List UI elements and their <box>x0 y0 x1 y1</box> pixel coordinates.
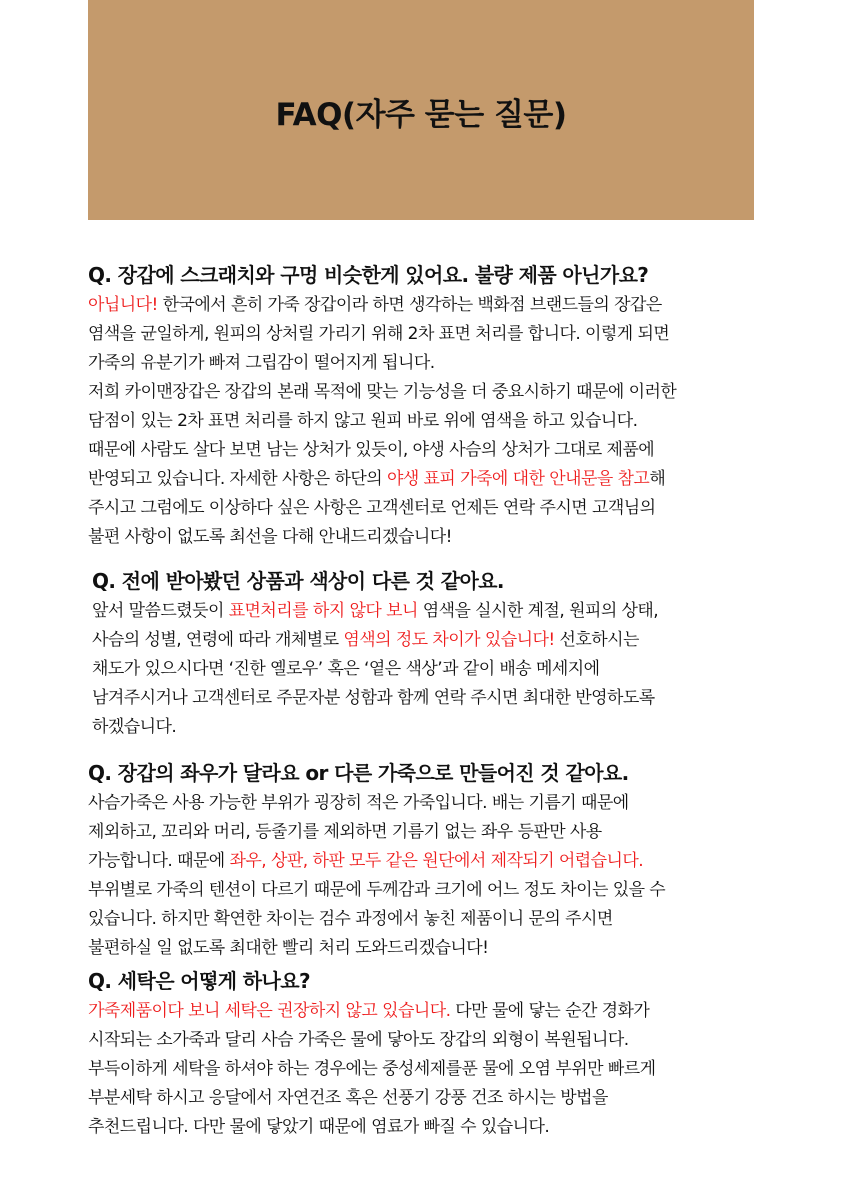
answer-text: 염색을 균일하게, 원피의 상처릴 가리기 위해 2차 표면 처리를 합니다. 이렇게 되면 <box>88 324 670 344</box>
answer-line <box>88 818 768 847</box>
answer-text: 가죽의 유분기가 빠져 그립감이 떨어지게 됩니다. <box>88 353 435 373</box>
answer-text: 가능합니다. 때문에 <box>88 851 230 871</box>
answer-line <box>88 407 768 436</box>
highlighted-text: 표면처리를 하지 않다 보니 <box>228 601 418 621</box>
answer-text: 염색을 실시한 계절, 원피의 상태, <box>417 601 659 621</box>
answer-text: 때문에 사람도 살다 보면 남는 상처가 있듯이, 야생 사슴의 상처가 그대로 제품에 <box>88 440 655 460</box>
answer-line <box>88 1113 768 1142</box>
answer-text: 불편 사항이 없도록 최선을 다해 안내드리겠습니다! <box>88 527 452 547</box>
faq-item <box>92 566 772 742</box>
answer-text: 남겨주시거나 고객센터로 주문자분 성함과 함께 연락 주시면 최대한 반영하도록 <box>92 688 655 708</box>
faq-item <box>88 260 768 552</box>
answer-text: 주시고 그럼에도 이상하다 싶은 사항은 고객센터로 언제든 연락 주시면 고객님의 <box>88 498 656 518</box>
faq-item <box>88 966 768 1142</box>
faq-question: Q. 장갑의 좌우가 달라요 or 다른 가죽으로 만들어진 것 같아요. <box>88 761 629 785</box>
highlighted-text: 아닙니다! <box>88 295 158 315</box>
faq-answer <box>88 789 768 963</box>
answer-line <box>88 494 768 523</box>
answer-text: 부분세탁 하시고 응달에서 자연건조 혹은 선풍기 강풍 건조 하시는 방법을 <box>88 1088 608 1108</box>
answer-line <box>88 1055 768 1084</box>
answer-line <box>88 789 768 818</box>
highlighted-text: 가죽제품이다 보니 세탁은 권장하지 않고 있습니다. <box>88 1001 451 1021</box>
page-title: FAQ(자주 묻는 질문) <box>275 96 567 133</box>
answer-line <box>88 436 768 465</box>
answer-line <box>92 626 772 655</box>
answer-line <box>88 847 768 876</box>
faq-answer <box>88 291 768 552</box>
answer-text: 해 <box>649 469 666 489</box>
answer-line <box>88 997 768 1026</box>
faq-question: Q. 세탁은 어떻게 하나요? <box>88 969 310 993</box>
answer-text: 담점이 있는 2차 표면 처리를 하지 않고 원피 바로 위에 염색을 하고 있습니다. <box>88 411 638 431</box>
answer-text: 앞서 말씀드렸듯이 <box>92 601 229 621</box>
answer-line <box>88 523 768 552</box>
faq-question: Q. 전에 받아봤던 상품과 색상이 다른 것 같아요. <box>92 569 504 593</box>
answer-line <box>92 713 772 742</box>
answer-line <box>88 465 768 494</box>
highlighted-text: 좌우, 상판, 하판 모두 같은 원단에서 제작되기 어렵습니다. <box>229 851 644 871</box>
highlighted-text: 염색의 정도 차이가 있습니다! <box>343 630 555 650</box>
answer-text: 반영되고 있습니다. 자세한 사항은 하단의 <box>88 469 387 489</box>
answer-text: 불편하실 일 없도록 최대한 빨리 처리 도와드리겠습니다! <box>88 938 489 958</box>
answer-text: 추천드립니다. 다만 물에 닿았기 때문에 염료가 빠질 수 있습니다. <box>88 1117 550 1137</box>
answer-text: 제외하고, 꼬리와 머리, 등줄기를 제외하면 기름기 없는 좌우 등판만 사용 <box>88 822 602 842</box>
answer-text: 사슴의 성별, 연령에 따라 개체별로 <box>92 630 344 650</box>
answer-text: 사슴가죽은 사용 가능한 부위가 굉장히 적은 가죽입니다. 배는 기름기 때문에 <box>88 793 629 813</box>
answer-line <box>88 1026 768 1055</box>
answer-text: 부득이하게 세탁을 하셔야 하는 경우에는 중성세제를푼 물에 오염 부위만 빠르게 <box>88 1059 656 1079</box>
answer-text: 선호하시는 <box>554 630 639 650</box>
answer-text: 부위별로 가죽의 텐션이 다르기 때문에 두께감과 크기에 어느 정도 차이는 있을 수 <box>88 880 666 900</box>
answer-line <box>88 905 768 934</box>
faq-answer <box>88 997 768 1142</box>
faq-answer <box>92 597 772 742</box>
answer-line <box>88 320 768 349</box>
answer-text: 있습니다. 하지만 확연한 차이는 검수 과정에서 놓친 제품이니 문의 주시면 <box>88 909 613 929</box>
answer-text: 한국에서 흔히 가죽 장갑이라 하면 생각하는 백화점 브랜드들의 장갑은 <box>157 295 662 315</box>
faq-header-banner <box>88 0 754 220</box>
answer-line <box>88 349 768 378</box>
answer-line <box>88 876 768 905</box>
answer-text: 하겠습니다. <box>92 717 177 737</box>
answer-text: 다만 물에 닿는 순간 경화가 <box>450 1001 650 1021</box>
faq-item <box>88 758 768 963</box>
answer-text: 시작되는 소가죽과 달리 사슴 가죽은 물에 닿아도 장갑의 외형이 복원됩니다. <box>88 1030 629 1050</box>
answer-line <box>92 655 772 684</box>
highlighted-text: 야생 표피 가죽에 대한 안내문을 참고 <box>386 469 650 489</box>
answer-text: 채도가 있으시다면 ‘진한 옐로우’ 혹은 ‘옅은 색상’과 같이 배송 메세지에 <box>92 659 600 679</box>
answer-line <box>88 1084 768 1113</box>
answer-text: 저희 카이맨장갑은 장갑의 본래 목적에 맞는 기능성을 더 중요시하기 때문에 이러한 <box>88 382 677 402</box>
faq-question: Q. 장갑에 스크래치와 구멍 비슷한게 있어요. 불량 제품 아닌가요? <box>88 263 649 287</box>
answer-line <box>88 291 768 320</box>
answer-line <box>88 378 768 407</box>
answer-line <box>92 597 772 626</box>
answer-line <box>92 684 772 713</box>
answer-line <box>88 934 768 963</box>
